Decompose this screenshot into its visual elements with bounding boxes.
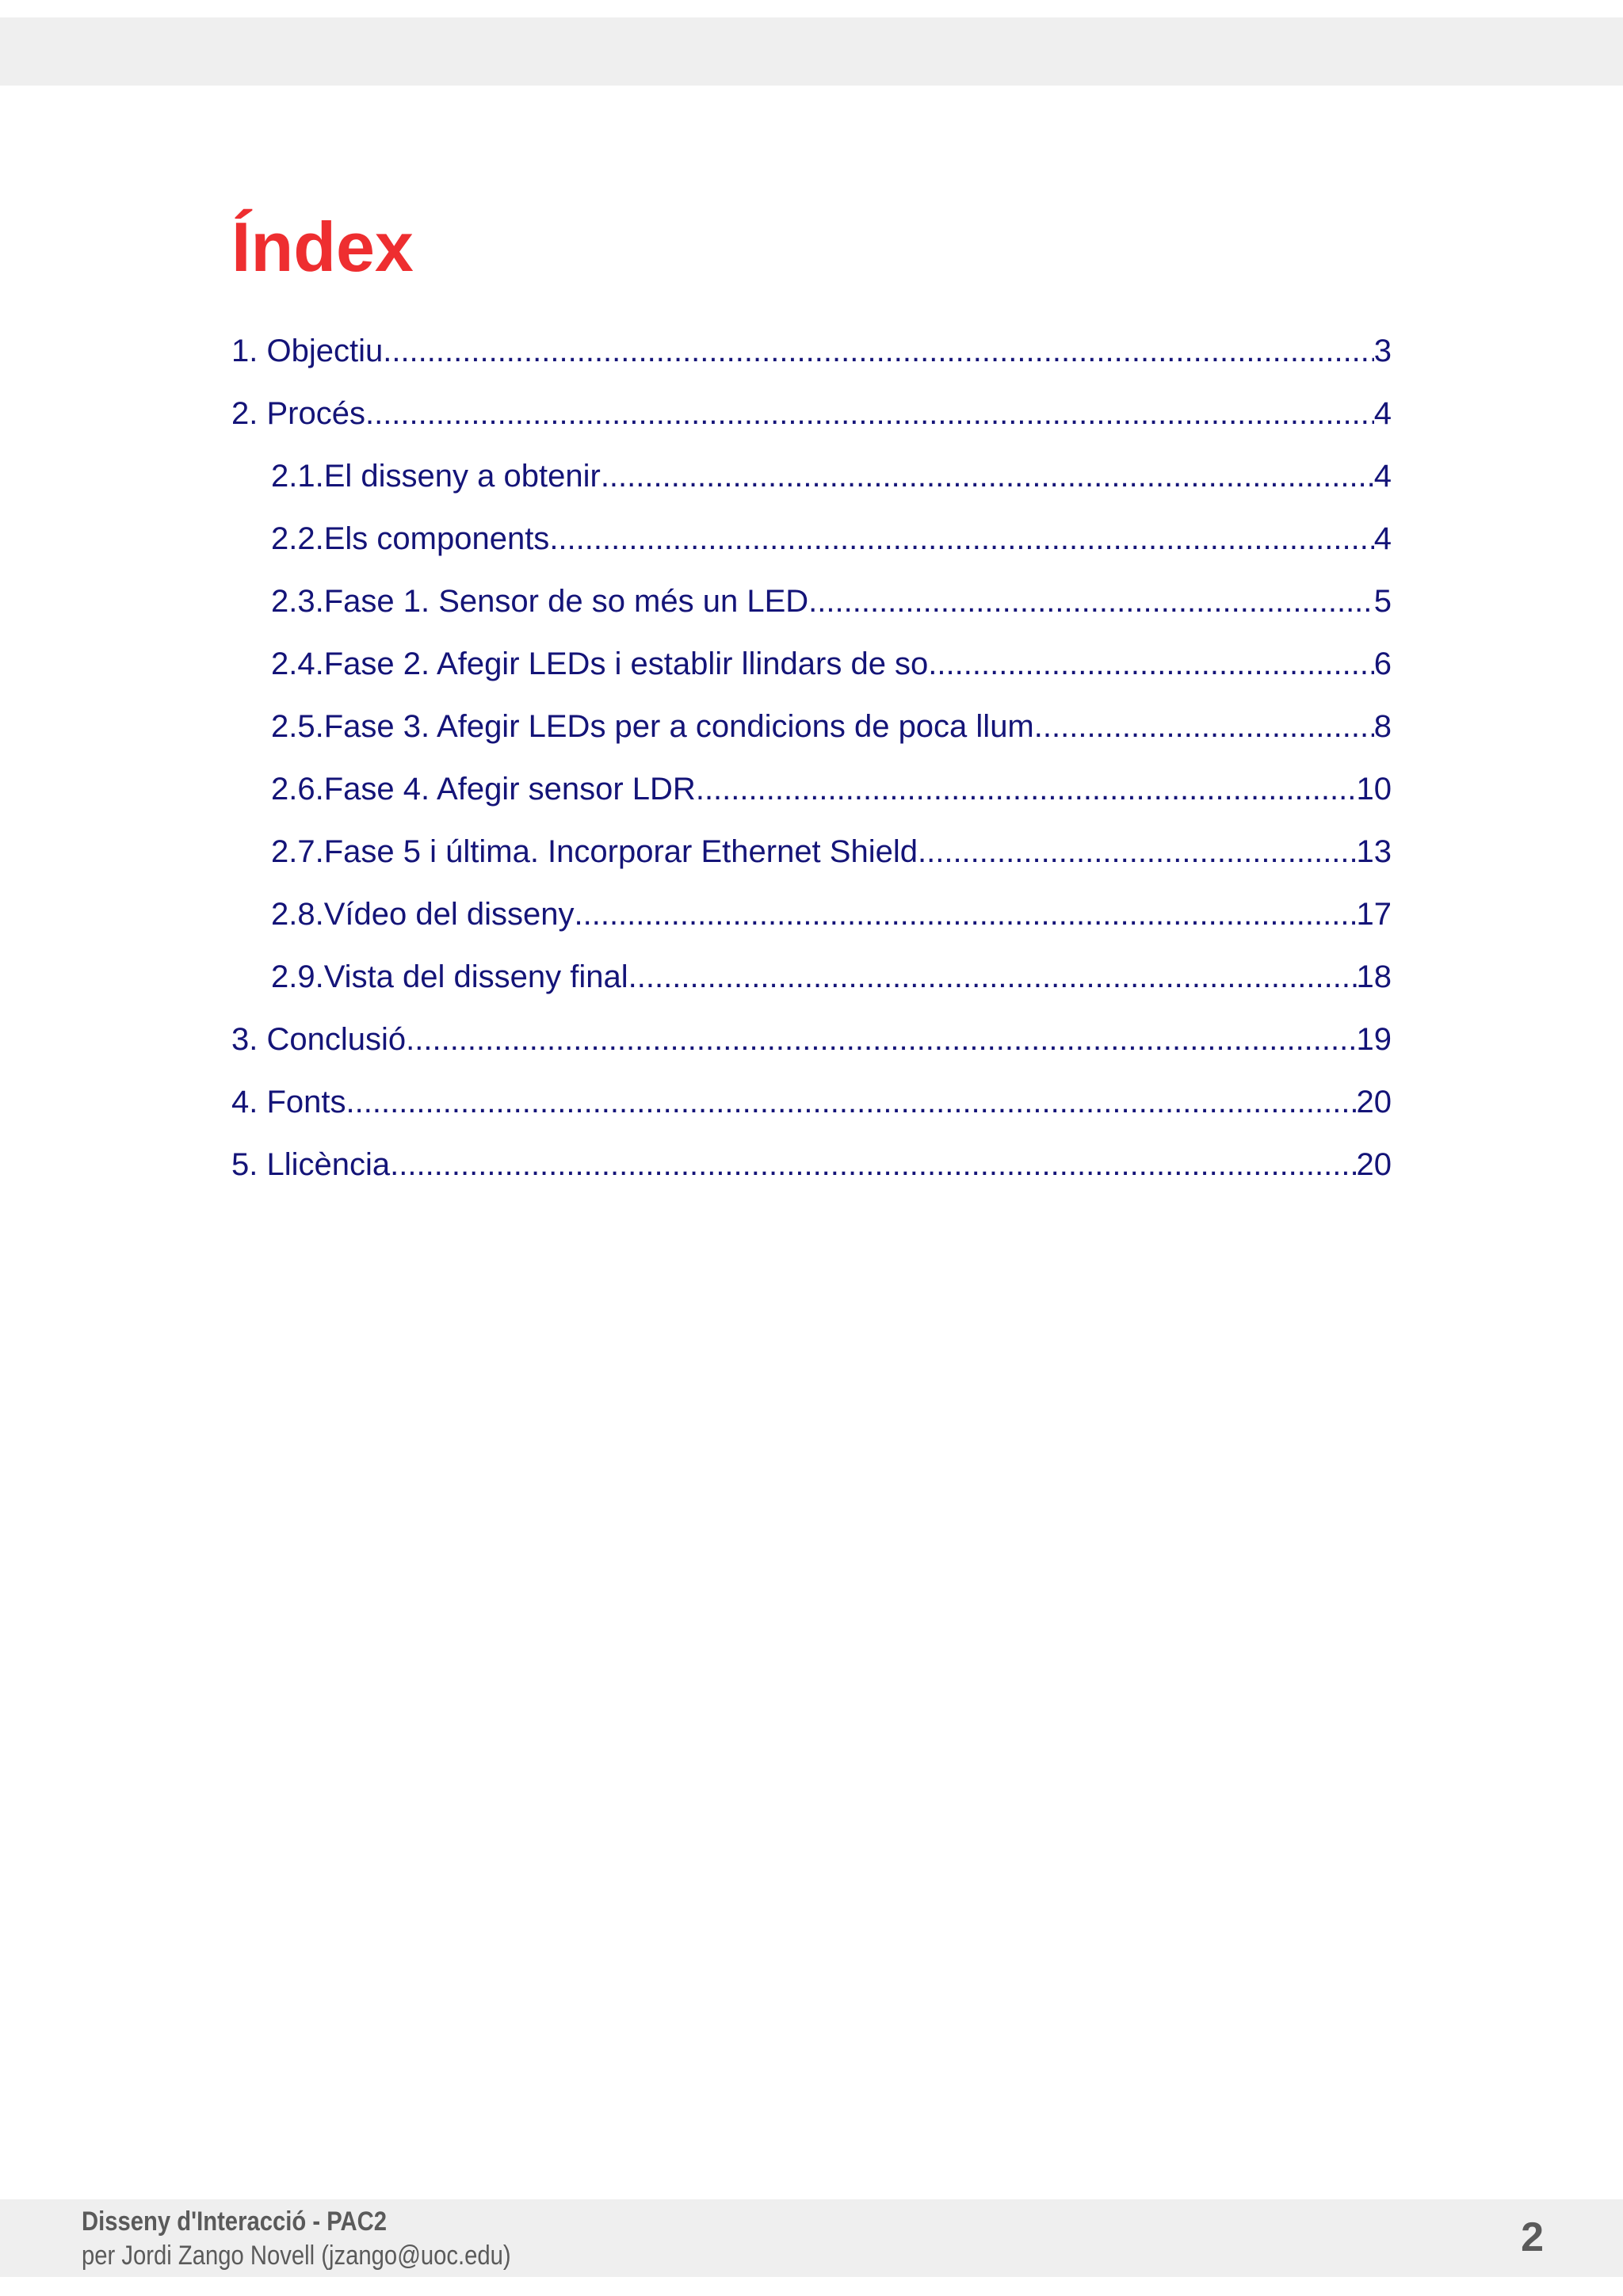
toc-entry-page: 4: [1373, 521, 1392, 556]
toc-entry-label: 5. Llicència: [231, 1147, 391, 1182]
toc-entry-label: 2.5.Fase 3. Afegir LEDs per a condicions de poca llum: [271, 709, 1034, 744]
toc-entry-page: 8: [1373, 709, 1392, 744]
toc-entry-label: 4. Fonts: [231, 1085, 346, 1119]
toc-leader-dots: [574, 890, 1356, 939]
toc-entry-fase-2[interactable]: [231, 639, 1392, 702]
toc-leader-dots: [390, 1140, 1356, 1189]
top-band: [0, 17, 1623, 86]
toc-entry-fase-3[interactable]: [231, 702, 1392, 765]
toc-entry-label: 1. Objectiu: [231, 334, 384, 368]
toc-entry-fase-5[interactable]: [231, 827, 1392, 890]
toc-entry-page: 20: [1356, 1147, 1392, 1182]
toc-entry-label: 2.7.Fase 5 i última. Incorporar Ethernet Shield: [271, 834, 918, 869]
toc-entry-page: 17: [1356, 897, 1392, 932]
toc-leader-dots: [365, 389, 1374, 438]
toc-entry-proces[interactable]: [231, 389, 1392, 452]
toc-entry-page: 13: [1356, 834, 1392, 869]
toc-entry-page: 20: [1356, 1085, 1392, 1119]
page-footer: [0, 2199, 1623, 2277]
toc-entry-page: 3: [1373, 334, 1392, 368]
toc-leader-dots: [383, 326, 1374, 376]
toc-leader-dots: [628, 952, 1357, 1001]
toc-leader-dots: [918, 827, 1357, 876]
toc-entry-fase-1[interactable]: [231, 577, 1392, 639]
toc-entry-label: 2.4.Fase 2. Afegir LEDs i establir llindars de so: [271, 646, 929, 681]
toc-entry-objectiu[interactable]: [231, 326, 1392, 389]
toc-leader-dots: [549, 514, 1373, 563]
toc-entry-fonts[interactable]: [231, 1077, 1392, 1140]
toc-leader-dots: [1034, 702, 1374, 751]
toc-leader-dots: [601, 452, 1374, 501]
page-number: 2: [1521, 2214, 1544, 2260]
toc-entry-page: 5: [1373, 584, 1392, 619]
toc-entry-page: 19: [1356, 1022, 1392, 1057]
toc-leader-dots: [346, 1077, 1357, 1127]
toc-leader-dots: [696, 765, 1357, 814]
toc-entry-page: 6: [1373, 646, 1392, 681]
toc-entry-disseny-a-obtenir[interactable]: [231, 452, 1392, 514]
table-of-contents: [231, 326, 1392, 1203]
footer-document-title: Disseny d'Interacció - PAC2: [82, 2206, 388, 2237]
toc-entry-fase-4[interactable]: [231, 765, 1392, 827]
toc-entry-label: 3. Conclusió: [231, 1022, 407, 1057]
toc-entry-components[interactable]: [231, 514, 1392, 577]
toc-entry-page: 4: [1373, 459, 1392, 494]
toc-entry-video[interactable]: [231, 890, 1392, 952]
toc-leader-dots: [808, 577, 1374, 626]
toc-entry-page: 10: [1356, 772, 1392, 807]
toc-leader-dots: [406, 1015, 1356, 1064]
toc-entry-conclusio[interactable]: [231, 1015, 1392, 1077]
toc-entry-label: 2.9.Vista del disseny final: [271, 959, 628, 994]
toc-entry-label: 2. Procés: [231, 396, 365, 431]
toc-entry-label: 2.6.Fase 4. Afegir sensor LDR: [271, 772, 696, 807]
toc-leader-dots: [928, 639, 1373, 688]
toc-entry-label: 2.8.Vídeo del disseny: [271, 897, 575, 932]
footer-author: per Jordi Zango Novell (jzango@uoc.edu): [82, 2241, 511, 2271]
toc-entry-label: 2.3.Fase 1. Sensor de so més un LED: [271, 584, 809, 619]
page-title: Índex: [231, 208, 414, 286]
toc-entry-label: 2.1.El disseny a obtenir: [271, 459, 601, 494]
toc-entry-vista-final[interactable]: [231, 952, 1392, 1015]
toc-entry-page: 4: [1373, 396, 1392, 431]
toc-entry-label: 2.2.Els components: [271, 521, 550, 556]
toc-entry-page: 18: [1356, 959, 1392, 994]
toc-entry-llicencia[interactable]: [231, 1140, 1392, 1203]
